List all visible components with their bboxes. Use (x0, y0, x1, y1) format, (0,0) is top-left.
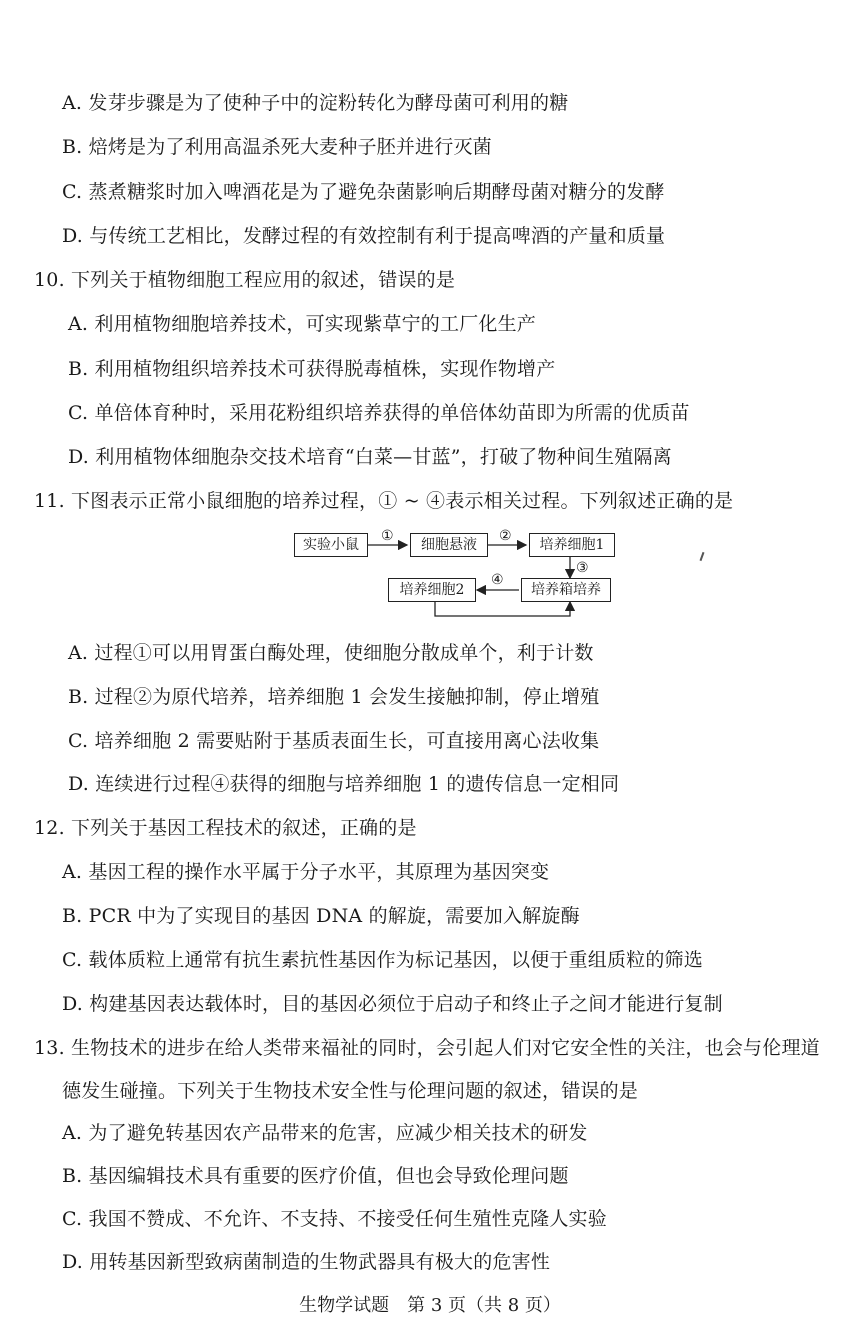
step-1-marker: ① (381, 528, 394, 544)
step-4-marker: ④ (491, 572, 504, 588)
q10-stem: 10. 下列关于植物细胞工程应用的叙述，错误的是 (34, 269, 456, 291)
q12-option-c: C. 载体质粒上通常有抗生素抗性基因作为标记基因，以便于重组质粒的筛选 (62, 949, 703, 971)
q12-stem: 12. 下列关于基因工程技术的叙述，正确的是 (34, 817, 417, 839)
page-footer: 生物学试题 第 3 页（共 8 页） (299, 1295, 561, 1316)
step-2-marker: ② (499, 528, 512, 544)
box-cell-suspension: 细胞悬液 (410, 533, 488, 557)
scan-mark (700, 552, 705, 561)
box-cultured-cell-2: 培养细胞2 (388, 578, 476, 602)
q9-option-a: A. 发芽步骤是为了使种子中的淀粉转化为酵母菌可利用的糖 (62, 92, 569, 114)
q13-stem-line-1: 13. 生物技术的进步在给人类带来福祉的同时，会引起人们对它安全性的关注，也会与伦理道 (34, 1037, 820, 1059)
q12-option-a: A. 基因工程的操作水平属于分子水平，其原理为基因突变 (62, 861, 550, 883)
arrow-loop (435, 601, 570, 616)
q10-option-d: D. 利用植物体细胞杂交技术培育“白菜—甘蓝”，打破了物种间生殖隔离 (68, 446, 672, 468)
q10-option-b: B. 利用植物组织培养技术可获得脱毒植株，实现作物增产 (68, 358, 556, 380)
q9-option-c: C. 蒸煮糖浆时加入啤酒花是为了避免杂菌影响后期酵母菌对糖分的发酵 (62, 181, 665, 203)
q12-option-b: B. PCR 中为了实现目的基因 DNA 的解旋，需要加入解旋酶 (62, 905, 580, 927)
q11-stem: 11. 下图表示正常小鼠细胞的培养过程，① ~ ④表示相关过程。下列叙述正确的是 (34, 490, 734, 512)
q9-option-d: D. 与传统工艺相比，发酵过程的有效控制有利于提高啤酒的产量和质量 (62, 225, 666, 247)
q10-option-a: A. 利用植物细胞培养技术，可实现紫草宁的工厂化生产 (68, 313, 537, 335)
box-experimental-mouse: 实验小鼠 (294, 533, 368, 557)
cell-culture-diagram (290, 528, 620, 620)
q13-option-c: C. 我国不赞成、不允许、不支持、不接受任何生殖性克隆人实验 (62, 1208, 607, 1230)
q11-option-a: A. 过程①可以用胃蛋白酶处理，使细胞分散成单个，利于计数 (68, 642, 594, 664)
q12-option-d: D. 构建基因表达载体时，目的基因必须位于启动子和终止子之间才能进行复制 (62, 993, 723, 1015)
step-3-marker: ③ (576, 560, 589, 576)
box-incubator-culture: 培养箱培养 (521, 578, 611, 602)
q10-option-c: C. 单倍体育种时，采用花粉组织培养获得的单倍体幼苗即为所需的优质苗 (68, 402, 690, 424)
q13-option-d: D. 用转基因新型致病菌制造的生物武器具有极大的危害性 (62, 1251, 551, 1273)
q11-option-c: C. 培养细胞 2 需要贴附于基质表面生长，可直接用离心法收集 (68, 730, 600, 752)
q13-option-b: B. 基因编辑技术具有重要的医疗价值，但也会导致伦理问题 (62, 1165, 569, 1187)
q11-option-b: B. 过程②为原代培养，培养细胞 1 会发生接触抑制，停止增殖 (68, 686, 600, 708)
q9-option-b: B. 焙烤是为了利用高温杀死大麦种子胚并进行灭菌 (62, 136, 492, 158)
q13-option-a: A. 为了避免转基因农产品带来的危害，应减少相关技术的研发 (62, 1122, 588, 1144)
q13-stem-line-2: 德发生碰撞。下列关于生物技术安全性与伦理问题的叙述，错误的是 (62, 1080, 639, 1102)
box-cultured-cell-1: 培养细胞1 (529, 533, 615, 557)
q11-option-d: D. 连续进行过程④获得的细胞与培养细胞 1 的遗传信息一定相同 (68, 773, 620, 795)
